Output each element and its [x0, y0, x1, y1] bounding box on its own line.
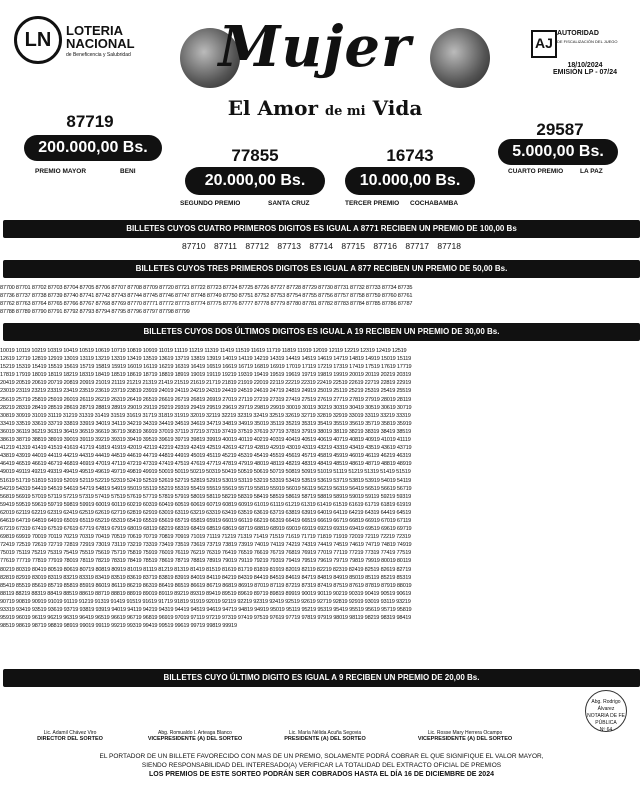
four-digits-banner: BILLETES CUYOS CUATRO PRIMEROS DIGITOS ES IGUAL A 8771 RECIBEN UN PREMIO DE 100,00 Bs: [3, 220, 640, 238]
two-last-digits-rows: 10019 10119 10219 10319 10419 10519 10619 10719 10819 10919 11019 11119 11219 11319 11419 11519 11619 11719 11819 11919 12019 12119 12219 12319 12419 12519 12619 12719 12819 12919 13019 13119 13219 13319 13419 13519 13619 13719 13819 13919 14019 14119 14219 14319 14419 14519 14619 14719 14819 14919 15019 15119 15219 15319 15419 15519 15619 15719 15819 15919 16019 16119 16219 16319 16419 16519 16619 16719 16819 16919 17019 17119 17219 17319 17419 17519 17619 17719 17819 17919 18019 18119 18219 18319 18419 18519 18619 18719 18819 18919 19019 19119 19219 19319 19419 19519 19619 19719 19819 19919 20019 20119 20219 20319 20419 20519 20619 20719 20819 20919 21019 21119 21219 21319 21419 21519 21619 21719 21819 21919 22019 22119 22219 22319 22419 22519 22619 22719 22819 22919 23019 23119 23219 23319 23419 23519 23619 23719 23819 23919 24019 24119 24219 24319 24419 24519 24619 24719 24819 24919 25019 25119 25219 25319 25419 25519 25619 25719 25819 25919 26019 26119 26219 26319 26419 26519 26619 26719 26819 26919 27019 27119 27219 27319 27419 27519 27619 27719 27819 27919 28019 28119 28219 28319 28419 28519 28619 28719 28819 28919 29019 29119 29219 29319 29419 29519 29619 29719 29819 29919 30019 30119 30219 30319 30419 30519 30619 30719 30819 30919 31019 31119 31219 31319 31419 31519 31619 31719 31819 31919 32019 32119 32219 32319 32419 32519 32619 32719 32819 32919 33019 33119 33219 33319 33419 33519 33619 33719 33819 33919 34019 34119 34219 34319 34419 34519 34619 34719 34819 34919 35019 35119 35219 35319 35419 35519 35619 35719 35819 35919 36019 36119 36219 36319 36419 36519 36619 36719 36819 36919 37019 37119 37219 37319 37419 37519 37619 37719 37819 37919 38019 38119 38219 38319 38419 38519 38619 38719 38819 38919 39019 39119 39219 39319 39419 39519 39619 39719 39819 39919 40019 40119 40219 40319 40419 40519 40619 40719 40819 40919 41019 41119 41219 41319 41419 41519 41619 41719 41819 41919 42019 42119 42219 42319 42419 42519 42619 42719 42819 42919 43019 43119 43219 43319 43419 43519 43619 43719 43819 43919 44019 44119 44219 44319 44419 44519 44619 44719 44819 44919 45019 45119 45219 45319 45419 45519 45619 45719 45819 45919 46019 46119 46219 46319 46419 46519 46619 46719 46819 46919 47019 47119 47219 47319 47419 47519 47619 47719 47819 47919 48019 48119 48219 48319 48419 48519 48619 48719 48819 48919 49019 49119 49219 49319 49419 49519 49619 49719 49819 49919 50019 50119 50219 50319 50419 50519 50619 50719 50819 50919 51019 51119 51219 51319 51419 51519 51619 51719 51819 51919 52019 52119 52219 52319 52419 52519 52619 52719 52819 52919 53019 53119 53219 53319 53419 53519 53619 53719 53819 53919 54019 54119 54219 54319 54419 54519 54619 54719 54819 54919 55019 55119 55219 55319 55419 55519 55619 55719 55819 55919 56019 56119 56219 56319 56419 56519 56619 56719 56819 56919 57019 57119 57219 57319 57419 57519 57619 57719 57819 57919 58019 58119 58219 58319 58419 58519 58619 58719 58819 58919 59019 59119 59219 59319 59419 59519 59619 59719 59819 59919 60019 60119 60219 60319 60419 60519 60619 60719 60819 60919 61019 61119 61219 61319 61419 61519 61619 61719 61819 61919 62019 62119 62219 62319 62419 62519 62619 62719 62819 62919 63019 63119 63219 63319 63419 63519 63619 63719 63819 63919 64019 64119 64219 64319 64419 64519 64619 64719 64819 64919 65019 65119 65219 65319 65419 65519 65619 65719 65819 65919 66019 66119 66219 66319 66419 66519 66619 66719 66819 66919 67019 67119 67219 67319 67419 67519 67619 67719 67819 67919 68019 68119 68219 68319 68419 68519 68619 68719 68819 68919 69019 69119 69219 69319 69419 69519 69619 69719 69819 69919 70019 70119 70219 70319 70419 70519 70619 70719 70819 70919 71019 71119 71219 71319 71419 71519 71619 71719 71819 71919 72019 72119 72219 72319 72419 72519 72619 72719 72819 72919 73019 73119 73219 73319 73419 73519 73619 73719 73819 73919 74019 74119 74219 74319 74419 74519 74619 74719 74819 74919 75019 75119 75219 75319 75419 75519 75619 75719 75819 75919 76019 76119 76219 76319 76419 76519 76619 76719 76819 76919 77019 77119 77219 77319 77419 77519 77619 77719 77819 77919 78019 78119 78219 78319 78419 78519 78619 78719 78819 78919 79019 79119 79219 79319 79419 79519 79619 79719 79819 79919 80019 80119 80219 80319 80419 80519 80619 80719 80819 80919 81019 81119 81219 81319 81419 81519 81619 81719 81819 81919 82019 82119 82219 82319 82419 82519 82619 82719 82819 82919 83019 83119 83219 83319 83419 83519 83619 83719 83819 83919 84019 84119 84219 84319 84419 84519 84619 84719 84819 84919 85019 85119 85219 85319 85419 85519 85619 85719 85819 85919 86019 86119 86219 86319 86419 86519 86619 86719 86819 86919 87019 87119 87219 87319 87419 87519 87619 87819 87919 88019 88119 88219 88319 88419 88519 88619 88719 88819 88919 89019 89119 89219 89319 89419 89519 89619 89719 89819 89919 90019 90119 90219 90319 90419 90519 90619 90719 90819 90919 91019 91119 91219 91319 91419 91519 91619 91719 91819 91919 92019 92119 92219 92319 92419 92519 92619 92719 92819 92919 93019 93119 93219 93319 93419 93519 93619 93719 93819 93919 94019 94119 94219 94319 94419 94519 94619 94719 94819 94919 95019 95119 95219 95319 95419 95519 95619 95719 95819 95919 96019 96119 96219 96319 96419 96519 96619 96719 96819 96919 97019 97119 97219 97319 97419 97519 97619 97719 97819 97919 98019 98119 98219 98319 98419 98519 98619 98719 98819 98919 99019 99119 99219 99319 99419 99519 99619 99719 99819 99919: [0, 348, 412, 630]
fourth-prize-amount: 5.000,00 Bs.: [498, 139, 618, 165]
three-digits-row: 87788 87789 87790 87791 87792 87793 87794 87795 87796 87797 87798 87799: [0, 309, 190, 316]
three-digits-row: 87700 87701 87702 87703 87704 87705 87706 87707 87708 87709 87720 87721 87722 87723 87724 87725 87726 87727 87728 87729 87730 87731 87732 87733 87734 87735: [0, 285, 413, 291]
second-prize-number: 77855: [231, 146, 279, 165]
signatures-block: [0, 700, 643, 760]
third-prize-amount: 10.000,00 Bs.: [345, 167, 475, 195]
second-prize-amount: 20.000,00 Bs.: [185, 167, 325, 195]
major-prize-label: PREMIO MAYOR: [35, 168, 87, 175]
three-digits-row: 87762 87763 87764 87765 87766 87767 87768 87769 87770 87771 87772 87773 87774 87775 87776 87777 87778 87779 87780 87781 87782 87783 87784 87785 87786 87787: [0, 301, 413, 308]
signature-1: Lic. Adamil Chávez Viro DIRECTOR DEL SORTEO: [10, 700, 130, 742]
three-digits-grid: [0, 284, 643, 316]
signature-scribble-icon: [10, 700, 130, 730]
signature-scribble-icon: [135, 700, 255, 730]
major-prize-amount: 200.000,00 Bs.: [24, 135, 162, 161]
footer-notice: EL PORTADOR DE UN BILLETE FAVORECIDO CON MAS DE UN PREMIO, SOLAMENTE PODRÁ COBRAR EL QUE SIGNIFIQUE EL VALOR MAYOR, SIENDO RESPONSABILIDAD DEL INTERESADO(A) VERIFICAR LA TOTALIDAD DEL EXTRACTO OFICIAL DE PREMIOS LOS PREMIOS DE ESTE SORTEO PODRÁN SER COBRADOS HASTA EL DÍA 16 DE DICIEMBRE DE 2024: [99, 753, 544, 778]
signature-scribble-icon: [265, 700, 385, 730]
second-prize-city: SANTA CRUZ: [268, 200, 310, 207]
third-prize-city: COCHABAMBA: [410, 200, 459, 207]
fourth-prize-city: LA PAZ: [580, 168, 603, 175]
notary-seal-icon: Abg. Rodrigo Álvarez NOTARIA DE FE PÚBLICA Nº 64: [585, 690, 627, 732]
second-prize-label: SEGUNDO PREMIO: [180, 200, 241, 207]
authority-logo-icon: AJ: [531, 30, 557, 58]
two-last-digits-banner: BILLETES CUYOS DOS ÚLTIMOS DIGITOS ES IGUAL A 19 RECIBEN UN PREMIO DE 30,00 Bs.: [3, 323, 640, 341]
rose-image-right: [430, 28, 490, 88]
draw-title: Mujer: [218, 14, 412, 80]
fourth-prize-label: CUARTO PREMIO: [508, 168, 564, 175]
draw-date: 18/10/2024 EMISIÓN LP - 07/24: [552, 62, 618, 76]
draw-subtitle: El Amor de mi Vida: [227, 96, 423, 120]
two-last-digits-grid: [0, 347, 643, 665]
four-digits-numbers: 87710 87711 87712 87713 87714 87715 87716 87717 87718: [182, 241, 461, 251]
lottery-logo-icon: LN: [14, 16, 62, 64]
last-digit-banner: BILLETES CUYO ÚLTIMO DIGITO ES IGUAL A 9 RECIBEN UN PREMIO DE 20,00 Bs.: [3, 669, 640, 687]
major-prize-city: BENI: [120, 168, 136, 175]
signature-4: Lic. Rosse Mary Herrera Ocampo VICEPRESIDENTE (A) DEL SORTEO: [405, 700, 525, 742]
lottery-tagline: de Beneficencia y Salubridad: [66, 52, 131, 58]
signature-scribble-icon: [405, 700, 525, 730]
major-prize-number: 87719: [66, 112, 114, 131]
three-digits-row: 87736 87737 87738 87739 87740 87741 87742 87743 87744 87745 87746 87747 87748 87749 87750 87751 87752 87753 87754 87755 87756 87757 87758 87759 87760 87761: [0, 293, 413, 300]
authority-name: AUTORIDAD DE FISCALIZACIÓN DEL JUEGO: [557, 30, 618, 44]
signature-2: Abg. Romualdo I. Arteaga Blanco VICEPRESIDENTE (A) DEL SORTEO: [135, 700, 255, 742]
three-digits-banner: BILLETES CUYOS TRES PRIMEROS DIGITOS ES IGUAL A 877 RECIBEN UN PREMIO DE 50,00 Bs.: [3, 260, 640, 278]
third-prize-label: TERCER PREMIO: [345, 200, 400, 207]
signature-3: Lic. María Nélida Acuña Segovia PRESIDENTE (A) DEL SORTEO: [265, 700, 385, 742]
fourth-prize-number: 29587: [536, 120, 584, 139]
third-prize-number: 16743: [386, 146, 434, 165]
lottery-name: LOTERIA NACIONAL: [66, 23, 135, 51]
